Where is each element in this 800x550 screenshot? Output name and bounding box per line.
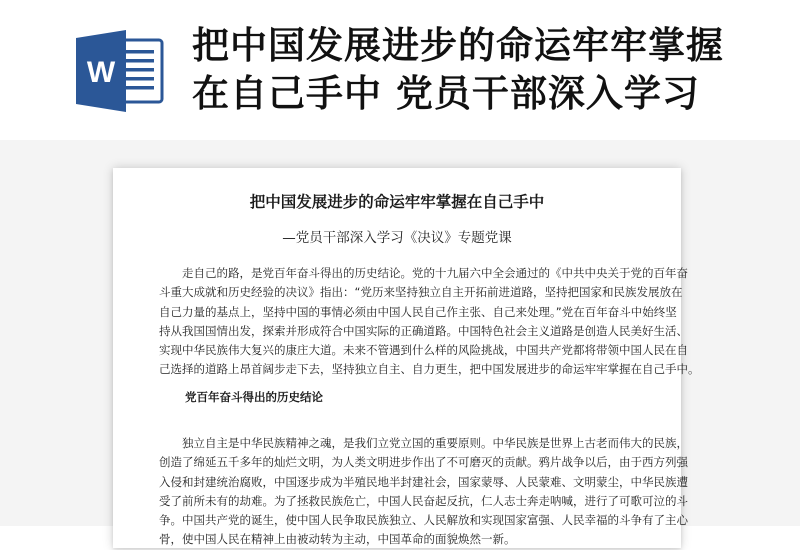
text-line: 走自己的路，是党百年奋斗得出的历史结论。党的十九届六中全会通过的《中共中央关于党的百年奋: [159, 266, 688, 280]
svg-text:W: W: [86, 56, 116, 89]
text-line: 争。中国共产党的诞生，使中国人民争取民族独立、人民解放和实现国家富强、人民幸福的斗争有了主心: [159, 513, 688, 528]
paragraph-2: [159, 434, 688, 550]
text-line: 受了前所未有的劫难。为了拯救民族危亡，中国人民奋起反抗，仁人志士奔走呐喊，进行了可歌可泣的斗: [159, 493, 688, 508]
text-line: 创造了绵延五千多年的灿烂文明，为人类文明进步作出了不可磨灭的贡献。鸦片战争以后，由于西方列强: [159, 455, 688, 470]
page-title-line-1: 把中国发展进步的命运牢牢掌握: [192, 24, 724, 67]
text-line: 入侵和封建统治腐败，中国逐步成为半殖民地半封建社会，国家蒙辱、人民蒙难、文明蒙尘，中华民族遭: [159, 474, 688, 489]
word-icon: [76, 30, 166, 112]
text-line: 斗重大成就和历史经验的决议》指出：“党历来坚持独立自主开拓前进道路，坚持把国家和民族发展放在: [159, 285, 683, 300]
document-page: [113, 168, 700, 548]
document-subtitle: —党员干部深入学习《决议》专题党课: [282, 230, 512, 246]
text-line: 实现中华民族伟大复兴的康庄大道。未来不管遇到什么样的风险挑战，中国共产党都将带领中国人民在自: [159, 343, 688, 358]
paragraph-1: [159, 264, 700, 380]
text-line: 骨，使中国人民在精神上由被动转为主动，中国革命的面貌焕然一新。: [159, 532, 516, 547]
text-line: 持从我国国情出发，探索并形成符合中国实际的正确道路。中国特色社会主义道路是创造人民美好生活、: [159, 323, 688, 338]
section-heading: 党百年奋斗得出的历史结论: [185, 390, 323, 404]
text-line: 自己力量的基点上，坚持中国的事情必须由中国人民自己作主张、自己来处理。”党在百年奋斗中始终坚: [159, 304, 677, 319]
header-banner: [0, 0, 800, 140]
text-line: 独立自主是中华民族精神之魂，是我们立党立国的重要原则。中华民族是世界上古老而伟大的民族，: [159, 436, 688, 450]
page-title-line-2: 在自己手中 党员干部深入学习: [192, 72, 700, 115]
text-line: 己选择的道路上昂首阔步走下去，坚持独立自主、自力更生，把中国发展进步的命运牢牢掌握在自己手中。: [159, 362, 700, 377]
page-title: [192, 22, 792, 118]
document-title: 把中国发展进步的命运牢牢掌握在自己手中: [249, 193, 545, 211]
